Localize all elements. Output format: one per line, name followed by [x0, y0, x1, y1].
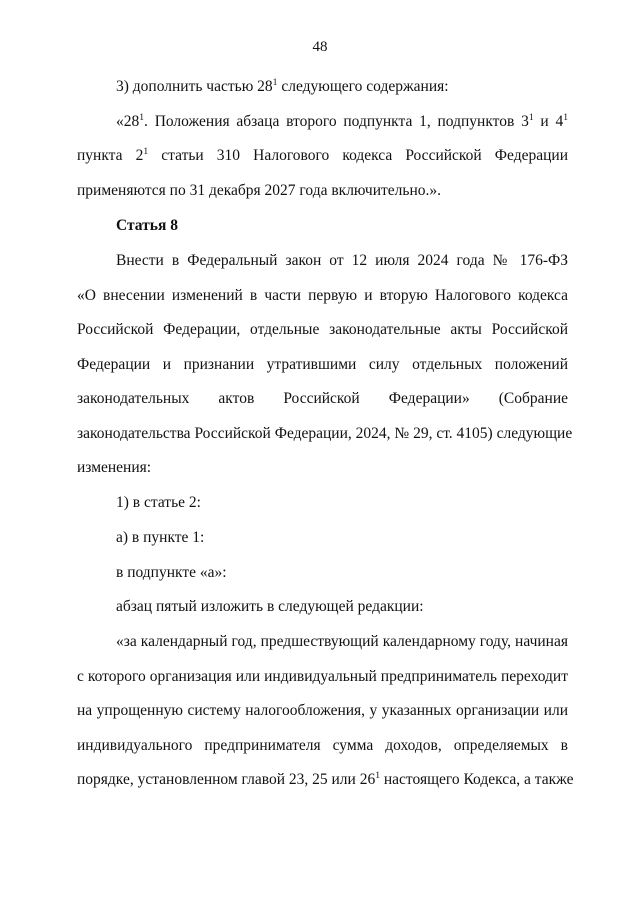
text-run: «О внесении изменений в части первую и вторую Налогового кодекса — [77, 287, 568, 304]
text-line — [116, 112, 568, 132]
text-run: изменения: — [77, 459, 152, 476]
superscript-index: 1 — [272, 77, 278, 89]
text-run: законодательства Российской Федерации, 2024, № 29, ст. 4105) следующие — [77, 425, 573, 442]
text-line — [116, 216, 568, 236]
text-run: следующего содержания: — [277, 78, 449, 95]
text-run: статьи 310 Налогового кодекса Российской Федерации — [148, 147, 568, 164]
text-run: настоящего Кодекса, а также — [380, 771, 574, 788]
superscript-index: 1 — [563, 112, 569, 124]
page-number: 48 — [312, 39, 328, 55]
text-run: Статья 8 — [116, 217, 178, 234]
text-run: порядке, установленном главой 23, 25 или 26 — [77, 771, 376, 788]
text-line — [116, 528, 568, 548]
text-run: 1) в статье 2: — [116, 494, 201, 511]
text-line — [77, 458, 568, 478]
text-run: Российской Федерации, отдельные законодательные акты Российской — [77, 321, 568, 338]
text-run: Внести в Федеральный закон от 12 июля 2024 года № 176-ФЗ — [116, 252, 568, 269]
text-run: Федерации и признании утратившими силу отдельных положений — [77, 356, 568, 373]
superscript-index: 1 — [143, 146, 149, 158]
superscript-index: 1 — [375, 770, 380, 782]
text-run: «за календарный год, предшествующий календарному году, начиная — [116, 633, 568, 650]
text-line — [77, 667, 568, 687]
superscript-index: 1 — [139, 112, 145, 124]
text-line — [116, 493, 568, 513]
text-run: и 4 — [533, 113, 564, 130]
text-line — [77, 286, 568, 306]
text-line — [116, 632, 568, 652]
text-line — [116, 597, 568, 617]
text-run: применяются по 31 декабря 2027 года включительно.». — [77, 182, 442, 199]
text-line — [116, 77, 568, 97]
text-line — [77, 320, 568, 340]
text-line — [116, 563, 568, 583]
text-run: «28 — [116, 113, 140, 130]
text-run: законодательных актов Российской Федерации» (Собрание — [77, 390, 568, 407]
text-run: пункта 2 — [77, 147, 144, 164]
text-line — [77, 146, 568, 166]
text-run: на упрощенную систему налогообложения, у указанных организации или — [77, 702, 568, 719]
text-run: . Положения абзаца второго подпункта 1, подпунктов 3 — [144, 113, 529, 130]
text-run: 3) дополнить частью 28 — [116, 78, 273, 95]
text-run: а) в пункте 1: — [116, 529, 205, 546]
text-run: абзац пятый изложить в следующей редакции: — [116, 598, 424, 615]
text-run: индивидуального предпринимателя сумма доходов, определяемых в — [77, 737, 568, 754]
text-line — [77, 424, 573, 444]
superscript-index: 1 — [528, 112, 534, 124]
text-line — [77, 181, 568, 201]
text-line — [77, 736, 568, 756]
text-line — [77, 770, 574, 790]
text-run: в подпункте «а»: — [116, 564, 227, 581]
text-line — [77, 355, 568, 375]
text-line — [77, 701, 568, 721]
text-line — [116, 251, 568, 271]
text-line — [77, 389, 568, 409]
text-run: с которого организация или индивидуальный предприниматель переходит — [77, 668, 568, 685]
